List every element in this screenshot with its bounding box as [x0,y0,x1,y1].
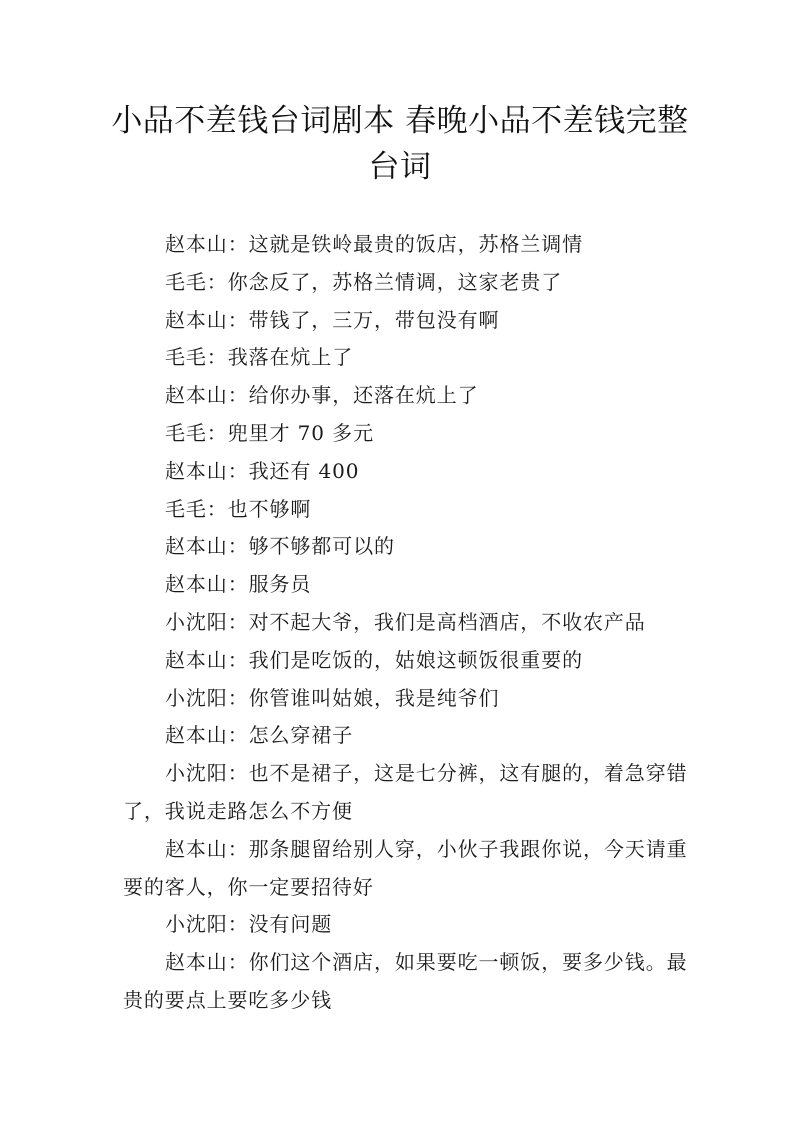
script-line: 赵本山：那条腿留给别人穿，小伙子我跟你说，今天请重要的客人，你一定要招待好 [123,836,688,899]
script-line: 毛毛：我落在炕上了 [165,345,354,370]
script-body [123,226,703,1020]
script-line: 赵本山：给你办事，还落在炕上了 [165,383,479,408]
script-line: 毛毛：兜里才 70 多元 [165,420,374,445]
script-line: 赵本山：够不够都可以的 [165,534,395,559]
script-line: 毛毛：你念反了，苏格兰情调，这家老贵了 [165,269,563,294]
script-line: 赵本山：这就是铁岭最贵的饭店，苏格兰调情 [165,232,583,256]
script-line: 小沈阳：你管谁叫姑娘，我是纯爷们 [165,685,500,710]
script-line: 赵本山：怎么穿裙子 [165,723,354,748]
document-title: 小品不差钱台词剧本 春晚小品不差钱完整台词 [111,103,689,185]
script-line: 小沈阳：没有问题 [165,912,333,937]
script-line: 小沈阳：也不是裙子，这是七分裤，这有腿的，着急穿错了，我说走路怎么不方便 [123,761,688,823]
script-line: 赵本山：我们是吃饭的，姑娘这顿饭很重要的 [165,647,583,672]
script-line: 赵本山：你们这个酒店，如果要吃一顿饭，要多少钱。最贵的要点上要吃多少钱 [123,950,688,1012]
script-line: 小沈阳：对不起大爷，我们是高档酒店，不收农产品 [165,609,646,634]
script-line: 赵本山：带钱了，三万，带包没有啊 [165,307,500,332]
script-line: 赵本山：我还有 400 [165,458,360,483]
script-line: 毛毛：也不够啊 [165,496,312,521]
script-line: 赵本山：服务员 [165,572,312,597]
